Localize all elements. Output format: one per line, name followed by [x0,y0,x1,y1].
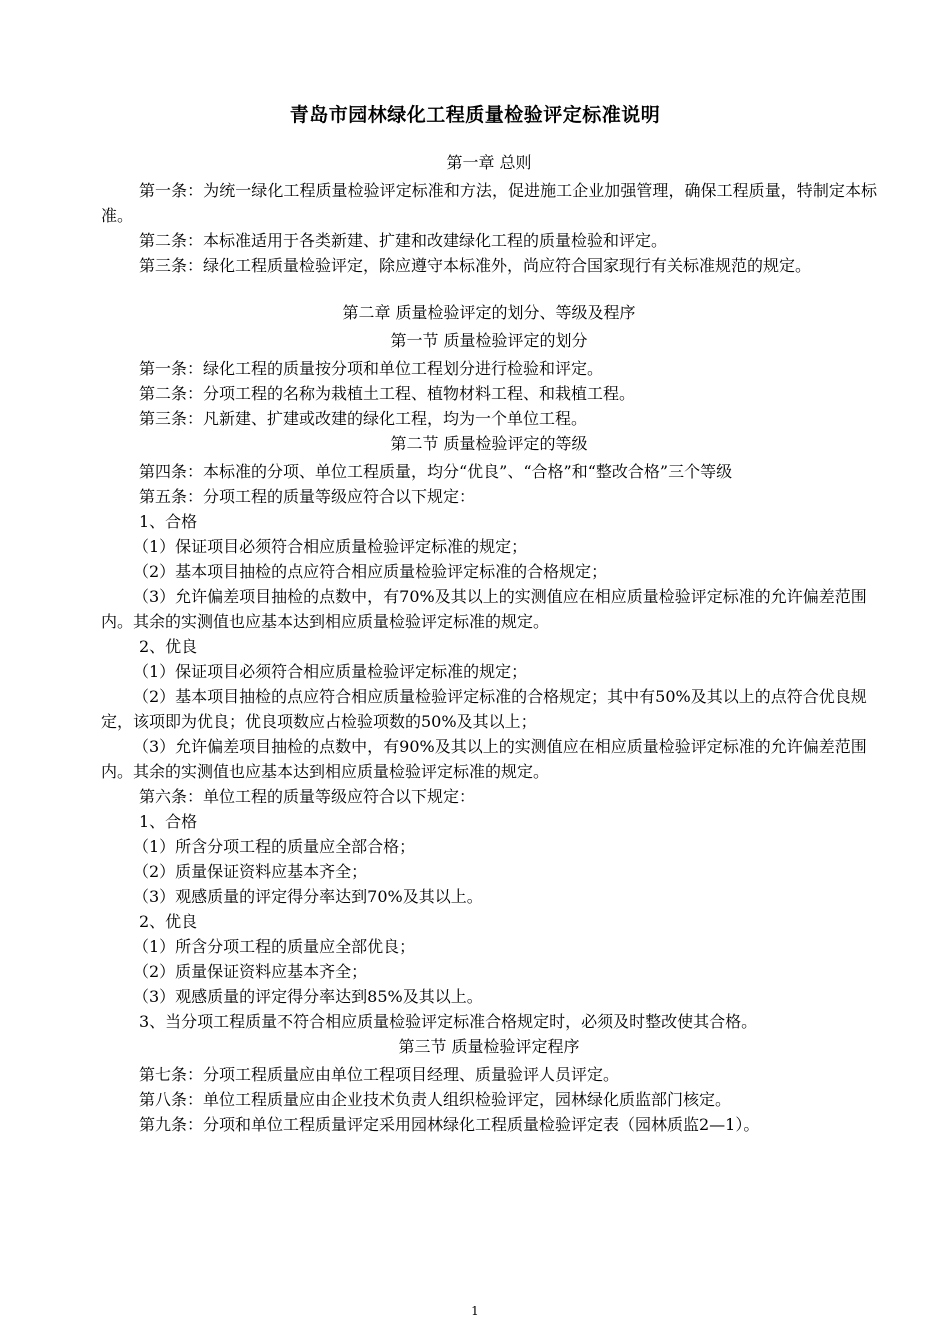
article-6-pass-item-1: （1）所含分项工程的质量应全部合格； [133,837,416,856]
article-6-excellent-label: 2、优良 [139,912,198,931]
article-9: 第九条：分项和单位工程质量评定采用园林绿化工程质量检验评定表（园林质监2—1）。 [139,1115,760,1134]
section-1-heading: 第一节 质量检验评定的划分 [390,331,588,350]
article-6-pass-item-3: （3）观感质量的评定得分率达到70%及其以上。 [133,887,483,906]
article-5-excellent-item-1: （1）保证项目必须符合相应质量检验评定标准的规定； [133,662,528,681]
section-2-heading: 第二节 质量检验评定的等级 [390,434,588,453]
article-8: 第八条：单位工程质量应由企业技术负责人组织检验评定，园林绿化质监部门核定。 [139,1090,732,1109]
article-6-item-3: 3、当分项工程质量不符合相应质量检验评定标准合格规定时，必须及时整改使其合格。 [139,1012,758,1031]
chapter-2-heading: 第二章 质量检验评定的划分、等级及程序 [342,303,636,322]
article-5: 第五条：分项工程的质量等级应符合以下规定： [139,487,476,506]
document-title: 青岛市园林绿化工程质量检验评定标准说明 [289,104,661,126]
article-6-excellent-item-3: （3）观感质量的评定得分率达到85%及其以上。 [133,987,483,1006]
article-6-excellent-item-1: （1）所含分项工程的质量应全部优良； [133,937,416,956]
chapter-1-article-2: 第二条：本标准适用于各类新建、扩建和改建绿化工程的质量检验和评定。 [139,231,668,250]
article-6-pass-label: 1、合格 [139,812,198,831]
section-3-heading: 第三节 质量检验评定程序 [398,1037,580,1056]
document-body [101,150,877,1137]
article-6: 第六条：单位工程的质量等级应符合以下规定： [139,787,476,806]
section-1-article-3: 第三条：凡新建、扩建或改建的绿化工程，均为一个单位工程。 [139,409,588,428]
section-1-article-1: 第一条：绿化工程的质量按分项和单位工程划分进行检验和评定。 [139,359,604,378]
article-6-excellent-item-2: （2）质量保证资料应基本齐全； [133,962,368,981]
section-1-article-2: 第二条：分项工程的名称为栽植土工程、植物材料工程、和栽植工程。 [139,384,636,403]
article-6-pass-item-2: （2）质量保证资料应基本齐全； [133,862,368,881]
article-5-excellent-label: 2、优良 [139,637,198,656]
article-5-pass-item-3: （3）允许偏差项目抽检的点数中，有70%及其以上的实测值应在相应质量检验评定标准的允许偏差范围内。其余的实测值也应基本达到相应质量检验评定标准的规定。 [101,587,867,631]
chapter-1-article-1: 第一条：为统一绿化工程质量检验评定标准和方法，促进施工企业加强管理，确保工程质量，特制定本标准。 [101,181,877,225]
chapter-1-heading: 第一章 总则 [446,153,532,172]
article-5-pass-label: 1、合格 [139,512,198,531]
chapter-1-article-3: 第三条：绿化工程质量检验评定，除应遵守本标准外，尚应符合国家现行有关标准规范的规定。 [139,256,812,275]
article-5-pass-item-2: （2）基本项目抽检的点应符合相应质量检验评定标准的合格规定； [133,562,608,581]
page-number: 1 [471,1304,479,1318]
article-5-pass-item-1: （1）保证项目必须符合相应质量检验评定标准的规定； [133,537,528,556]
article-4: 第四条：本标准的分项、单位工程质量，均分“优良”、“合格”和“整改合格”三个等级 [139,462,733,481]
article-7: 第七条：分项工程质量应由单位工程项目经理、质量验评人员评定。 [139,1065,620,1084]
article-5-excellent-item-3: （3）允许偏差项目抽检的点数中，有90%及其以上的实测值应在相应质量检验评定标准的允许偏差范围内。其余的实测值也应基本达到相应质量检验评定标准的规定。 [101,737,867,781]
article-5-excellent-item-2: （2）基本项目抽检的点应符合相应质量检验评定标准的合格规定；其中有50%及其以上的点符合优良规定，该项即为优良；优良项数应占检验项数的50%及其以上； [101,687,867,731]
